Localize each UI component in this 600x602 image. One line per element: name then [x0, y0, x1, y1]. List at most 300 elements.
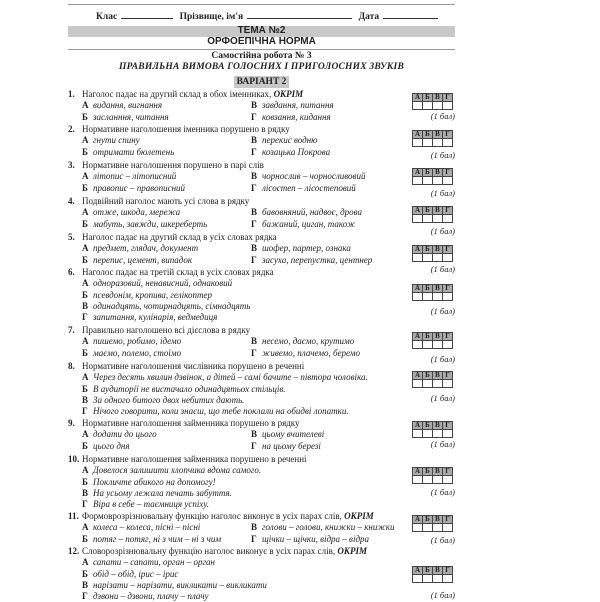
answer-letter: А: [413, 285, 423, 293]
option-letter: Б: [82, 534, 88, 544]
option-letter: Б: [82, 112, 88, 122]
points-label: (1 бал): [430, 264, 455, 274]
option-letter: Г: [251, 348, 257, 358]
answer-cell[interactable]: [423, 341, 433, 349]
answer-cell[interactable]: [413, 341, 423, 349]
points-label: (1 бал): [430, 226, 455, 236]
answer-cell[interactable]: [433, 102, 443, 110]
option-text: Нічого говорити, коли знаєш, що тебе поклали на обидві лопатки.: [93, 406, 349, 416]
answer-cell[interactable]: [413, 476, 423, 484]
question-number: 11.: [68, 511, 79, 521]
name-field[interactable]: [247, 9, 352, 19]
answer-cell[interactable]: [443, 254, 453, 262]
option-text: Віра в себе – таємниця успіху.: [93, 499, 210, 509]
answer-cell[interactable]: [443, 341, 453, 349]
answer-letter: Б: [423, 207, 433, 215]
option-text: одноразовий, ненависний, однаковий: [93, 278, 233, 288]
option-letter: А: [82, 522, 89, 532]
answer-cell[interactable]: [443, 430, 453, 438]
answer-letter: Г: [443, 285, 453, 293]
answer-cell[interactable]: [423, 380, 433, 388]
answer-letter: В: [433, 94, 443, 102]
points-label: (1 бал): [430, 306, 455, 316]
option-Б: [82, 219, 207, 230]
option-В: [251, 207, 362, 218]
answer-letter: В: [433, 468, 443, 476]
option-letter: Г: [251, 534, 257, 544]
option-А: [82, 100, 162, 111]
answer-letter: Б: [423, 246, 433, 254]
question-text: Нормативне наголошення займенника порушено в рядку: [82, 418, 300, 428]
option-В: [251, 522, 394, 533]
option-В: [82, 580, 267, 591]
answer-letter: А: [413, 246, 423, 254]
option-Г: [251, 534, 369, 545]
option-В: [251, 135, 317, 146]
option-А: [82, 243, 198, 254]
option-letter: В: [251, 522, 258, 532]
option-Г: [251, 112, 331, 123]
option-text: несемо, даємо, крутимо: [262, 336, 355, 346]
answer-cell[interactable]: [413, 177, 423, 185]
option-text: живемо, плачемо, беремо: [262, 348, 361, 358]
option-text: козацька Покрова: [262, 147, 331, 157]
answer-cell[interactable]: [423, 215, 433, 223]
answer-letter: В: [433, 169, 443, 177]
option-letter: А: [82, 465, 89, 475]
option-А: [82, 336, 181, 347]
question-emphasis: ОКРІМ: [273, 89, 304, 99]
points-label: (1 бал): [430, 354, 455, 364]
option-А: [82, 557, 215, 568]
points-label: (1 бал): [430, 111, 455, 121]
answer-letter: В: [433, 422, 443, 430]
option-letter: А: [82, 135, 89, 145]
option-letter: В: [251, 243, 258, 253]
option-Г: [251, 219, 355, 230]
option-letter: Г: [251, 441, 257, 451]
date-field[interactable]: [383, 9, 438, 19]
option-Г: [251, 183, 356, 194]
answer-cell[interactable]: [413, 430, 423, 438]
answer-cell[interactable]: [443, 575, 453, 583]
question-text: Словорозрізнювальну функцію наголос виконує в усіх парах слів,: [82, 546, 338, 556]
option-Б: [82, 290, 212, 301]
option-letter: А: [82, 100, 89, 110]
option-text: отримати бюлетень: [93, 147, 175, 157]
answer-grid: [412, 284, 453, 301]
answer-cell[interactable]: [433, 575, 443, 583]
answer-cell[interactable]: [433, 177, 443, 185]
option-text: сапати – сапати, орган – орган: [93, 557, 215, 567]
answer-cell[interactable]: [433, 524, 443, 532]
option-text: літопис – літописний: [93, 171, 177, 181]
answer-letter: Г: [443, 131, 453, 139]
option-letter: В: [251, 336, 258, 346]
option-letter: Б: [82, 441, 88, 451]
answer-cell[interactable]: [433, 341, 443, 349]
answer-cell[interactable]: [443, 139, 453, 147]
question-9: [68, 418, 325, 451]
option-text: нарізати – нарізати, викликати – викликати: [93, 580, 267, 590]
option-А: [82, 278, 232, 289]
class-field[interactable]: [121, 9, 173, 19]
answer-grid: [412, 467, 453, 484]
option-letter: Г: [251, 183, 257, 193]
answer-letter: Г: [443, 468, 453, 476]
question-text: Нормативне наголошення числівника порушено в реченні: [82, 361, 305, 371]
option-А: [82, 207, 180, 218]
answer-letter: В: [433, 207, 443, 215]
option-text: видання, вигнання: [93, 100, 163, 110]
option-letter: А: [82, 278, 89, 288]
answer-cell[interactable]: [433, 476, 443, 484]
work-subtitle: ПРАВИЛЬНА ВИМОВА ГОЛОСНИХ І ПРИГОЛОСНИХ ЗВУКІВ: [119, 62, 404, 72]
question-text: Нормативне наголошення займенника порушено в реченні: [82, 454, 307, 464]
points-label: (1 бал): [430, 150, 455, 160]
option-В: [251, 336, 354, 347]
points-label: (1 бал): [430, 439, 455, 449]
option-letter: В: [251, 429, 258, 439]
answer-cell[interactable]: [413, 380, 423, 388]
question-12: [68, 546, 367, 601]
option-letter: А: [82, 171, 89, 181]
answer-grid: [412, 168, 453, 185]
question-3: [68, 160, 366, 193]
question-10: [68, 454, 307, 509]
option-А: [82, 171, 176, 182]
answer-cell[interactable]: [413, 254, 423, 262]
answer-cell[interactable]: [423, 476, 433, 484]
question-1: [68, 89, 334, 122]
option-text: В аудиторії не вистачало одинадцятьох стільців.: [93, 384, 286, 394]
answer-cell[interactable]: [433, 293, 443, 301]
option-text: правопис – правописний: [93, 183, 186, 193]
answer-letter: А: [413, 422, 423, 430]
option-Г: [251, 147, 330, 158]
question-number: 6.: [68, 267, 75, 277]
answer-grid: [412, 421, 453, 438]
answer-cell[interactable]: [423, 139, 433, 147]
work-title: Самостійна робота № 3: [211, 51, 312, 61]
answer-letter: А: [413, 207, 423, 215]
top-rule: [68, 4, 455, 5]
option-letter: Б: [82, 569, 88, 579]
answer-grid: [412, 332, 453, 349]
question-number: 7.: [68, 325, 75, 335]
answer-cell[interactable]: [443, 177, 453, 185]
option-text: бажаний, циган, також: [262, 219, 356, 229]
answer-cell[interactable]: [433, 380, 443, 388]
answer-letter: Г: [443, 333, 453, 341]
option-letter: В: [82, 488, 89, 498]
answer-letter: Г: [443, 422, 453, 430]
answer-grid: [412, 566, 453, 583]
option-text: перекис водню: [262, 135, 318, 145]
points-label: (1 бал): [430, 535, 455, 545]
answer-cell[interactable]: [413, 102, 423, 110]
question-8: [68, 361, 368, 416]
option-В: [251, 243, 351, 254]
option-text: щічки – щічки, відра – відра: [262, 534, 370, 544]
option-letter: А: [82, 429, 89, 439]
question-emphasis: ОКРІМ: [344, 511, 374, 521]
points-label: (1 бал): [430, 393, 455, 403]
option-text: мабуть, завжди, шкереберть: [93, 219, 208, 229]
option-Г: [251, 441, 321, 452]
question-number: 2.: [68, 124, 75, 134]
answer-letter: А: [413, 94, 423, 102]
answer-cell[interactable]: [413, 575, 423, 583]
question-number: 8.: [68, 361, 75, 371]
answer-letter: В: [433, 372, 443, 380]
answer-letter: Г: [443, 246, 453, 254]
option-В: [82, 395, 244, 406]
answer-cell[interactable]: [443, 102, 453, 110]
question-text: Нормативне наголошення іменника порушено в рядку: [82, 124, 290, 134]
option-letter: Г: [251, 112, 257, 122]
option-text: Покличте абикого на допомогу!: [93, 477, 216, 487]
option-Б: [82, 255, 192, 266]
option-Б: [82, 384, 286, 395]
option-letter: В: [251, 171, 258, 181]
points-label: (1 бал): [430, 188, 455, 198]
answer-cell[interactable]: [443, 215, 453, 223]
option-text: псевдонім, кропива, гелікоптер: [93, 290, 212, 300]
option-letter: Б: [82, 219, 88, 229]
option-text: Довелося залишити хлопчика вдома самого.: [93, 465, 262, 475]
option-text: цього дня: [93, 441, 130, 451]
answer-letter: В: [433, 246, 443, 254]
option-Г: [82, 499, 209, 510]
variant-wrap: [68, 74, 455, 88]
points-label: (1 бал): [430, 487, 455, 497]
answer-cell[interactable]: [443, 380, 453, 388]
question-text: Наголос падає на другий склад в обох іменниках,: [82, 89, 274, 99]
option-letter: А: [82, 243, 89, 253]
answer-cell[interactable]: [423, 430, 433, 438]
option-letter: Б: [82, 290, 88, 300]
option-text: перепис, цемент, випадок: [93, 255, 193, 265]
answer-letter: Г: [443, 207, 453, 215]
option-text: завдання, питання: [262, 100, 334, 110]
option-Б: [82, 147, 174, 158]
answer-letter: Б: [423, 333, 433, 341]
answer-letter: Г: [443, 372, 453, 380]
answer-letter: А: [413, 516, 423, 524]
answer-letter: В: [433, 516, 443, 524]
option-text: пишемо, робимо, ідемо: [93, 336, 182, 346]
option-letter: В: [251, 207, 258, 217]
question-text: Наголос падає на другий склад в усіх словах рядка: [82, 232, 277, 242]
answer-letter: В: [433, 567, 443, 575]
option-text: бавовняний, надвоє, дрова: [262, 207, 362, 217]
option-letter: Б: [82, 183, 88, 193]
option-letter: В: [251, 135, 258, 145]
option-letter: Г: [251, 219, 257, 229]
option-А: [82, 465, 261, 476]
answer-cell[interactable]: [443, 293, 453, 301]
option-letter: Б: [82, 255, 88, 265]
option-text: гнути спину: [93, 135, 140, 145]
question-number: 9.: [68, 418, 75, 428]
answer-letter: Б: [423, 567, 433, 575]
option-text: маємо, полемо, стоїмо: [93, 348, 182, 358]
question-text: Подвійний наголос мають усі слова в рядку: [82, 196, 250, 206]
answer-letter: Б: [423, 516, 433, 524]
option-Б: [82, 569, 178, 580]
answer-cell[interactable]: [443, 524, 453, 532]
option-letter: В: [82, 301, 89, 311]
variant-label: ВАРІАНТ 2: [234, 76, 290, 88]
option-letter: А: [82, 207, 89, 217]
option-В: [82, 301, 250, 312]
question-text: Наголос падає на третій склад в усіх словах рядка: [82, 267, 274, 277]
option-text: дзвони – дзвони, плачу – плачу: [93, 591, 209, 601]
option-text: колеса – колеса, пісні – пісні: [93, 522, 201, 532]
option-Б: [82, 183, 185, 194]
answer-letter: Б: [423, 94, 433, 102]
option-Г: [82, 591, 209, 602]
option-letter: Б: [82, 477, 88, 487]
date-label: Дата: [358, 12, 380, 22]
answer-letter: Б: [423, 285, 433, 293]
answer-grid: [412, 515, 453, 532]
answer-letter: Б: [423, 422, 433, 430]
answer-cell[interactable]: [413, 524, 423, 532]
option-Г: [82, 312, 217, 323]
option-В: [251, 100, 334, 111]
answer-grid: [412, 130, 453, 147]
question-text: Правильно наголошено всі дієслова в рядку: [82, 325, 251, 335]
question-2: [68, 124, 331, 157]
option-letter: Б: [82, 147, 88, 157]
option-letter: Г: [251, 255, 257, 265]
option-letter: А: [82, 372, 89, 382]
class-label: Клас: [96, 12, 118, 22]
option-А: [82, 135, 140, 146]
answer-letter: А: [413, 372, 423, 380]
answer-letter: Г: [443, 567, 453, 575]
answer-cell[interactable]: [423, 293, 433, 301]
answer-cell[interactable]: [423, 177, 433, 185]
question-number: 5.: [68, 232, 75, 242]
question-text: Формоврозрізнювальну функцію наголос виконує в усіх парах слів,: [82, 511, 345, 521]
question-number: 10.: [68, 454, 80, 464]
question-number: 12.: [68, 546, 80, 556]
answer-cell[interactable]: [423, 524, 433, 532]
question-number: 1.: [68, 89, 75, 99]
option-А: [82, 429, 157, 440]
answer-cell[interactable]: [433, 254, 443, 262]
answer-cell[interactable]: [423, 254, 433, 262]
option-Б: [82, 348, 181, 359]
question-text: Нормативне наголошення порушено в парі слів: [82, 160, 264, 170]
option-А: [82, 372, 368, 383]
answer-grid: [412, 93, 453, 110]
question-number: 3.: [68, 160, 75, 170]
option-В: [251, 429, 324, 440]
option-Г: [251, 348, 360, 359]
option-text: запитання, кулінарія, ведмедиця: [93, 312, 218, 322]
option-Б: [82, 441, 130, 452]
option-text: отже, шкода, мережа: [93, 207, 181, 217]
answer-letter: Б: [423, 169, 433, 177]
answer-letter: А: [413, 333, 423, 341]
answer-letter: В: [433, 131, 443, 139]
topic-number: ТЕМА №2: [237, 25, 286, 36]
option-Б: [82, 534, 221, 545]
option-text: додати до цього: [93, 429, 157, 439]
student-info-row: [96, 9, 442, 23]
answer-letter: Г: [443, 94, 453, 102]
option-text: шофер, партер, ознака: [262, 243, 351, 253]
answer-cell[interactable]: [433, 430, 443, 438]
option-В: [82, 488, 232, 499]
question-number: 4.: [68, 196, 75, 206]
option-text: На усьому лежала печать забуття.: [93, 488, 232, 498]
question-5: [68, 232, 373, 265]
option-letter: В: [251, 100, 258, 110]
answer-letter: В: [433, 285, 443, 293]
option-letter: В: [82, 580, 89, 590]
answer-letter: Г: [443, 169, 453, 177]
option-А: [82, 522, 200, 533]
option-Г: [82, 406, 349, 417]
answer-letter: Г: [443, 516, 453, 524]
name-label: Прізвище, ім'я: [179, 12, 244, 22]
question-11: [68, 511, 395, 544]
answer-letter: А: [413, 131, 423, 139]
option-text: предмет, глядач, документ: [93, 243, 199, 253]
option-text: цьому вчителеві: [262, 429, 325, 439]
answer-cell[interactable]: [433, 139, 443, 147]
option-text: обід – обід, ірис – ірис: [93, 569, 179, 579]
option-text: на цьому березі: [262, 441, 321, 451]
option-letter: А: [82, 336, 89, 346]
answer-grid: [412, 371, 453, 388]
answer-cell[interactable]: [413, 139, 423, 147]
answer-letter: А: [413, 169, 423, 177]
answer-cell[interactable]: [423, 575, 433, 583]
option-text: засланння, читання: [93, 112, 169, 122]
answer-cell[interactable]: [413, 215, 423, 223]
answer-cell[interactable]: [443, 476, 453, 484]
question-6: [68, 267, 274, 322]
option-text: потяг – потяг, ні з чим – ні з чим: [93, 534, 222, 544]
option-Б: [82, 477, 216, 488]
answer-letter: Б: [423, 372, 433, 380]
answer-cell[interactable]: [433, 215, 443, 223]
answer-cell[interactable]: [423, 102, 433, 110]
answer-letter: А: [413, 567, 423, 575]
option-letter: Г: [251, 147, 257, 157]
option-letter: Г: [82, 591, 88, 601]
topic-title: ОРФОЕПІЧНА НОРМА: [207, 36, 316, 47]
answer-letter: В: [433, 333, 443, 341]
option-text: ковзання, кидання: [262, 112, 331, 122]
answer-grid: [412, 206, 453, 223]
points-label: (1 бал): [430, 590, 455, 600]
option-text: засуха, перепустка, центнер: [262, 255, 373, 265]
option-letter: Г: [82, 406, 88, 416]
option-text: чорнослив – чорносливовий: [262, 171, 366, 181]
option-letter: А: [82, 557, 89, 567]
option-text: лісостеп – лісостеповий: [262, 183, 356, 193]
option-text: одинадцять, чотирнадцять, сімнадцять: [93, 301, 251, 311]
answer-cell[interactable]: [413, 293, 423, 301]
question-4: [68, 196, 362, 229]
